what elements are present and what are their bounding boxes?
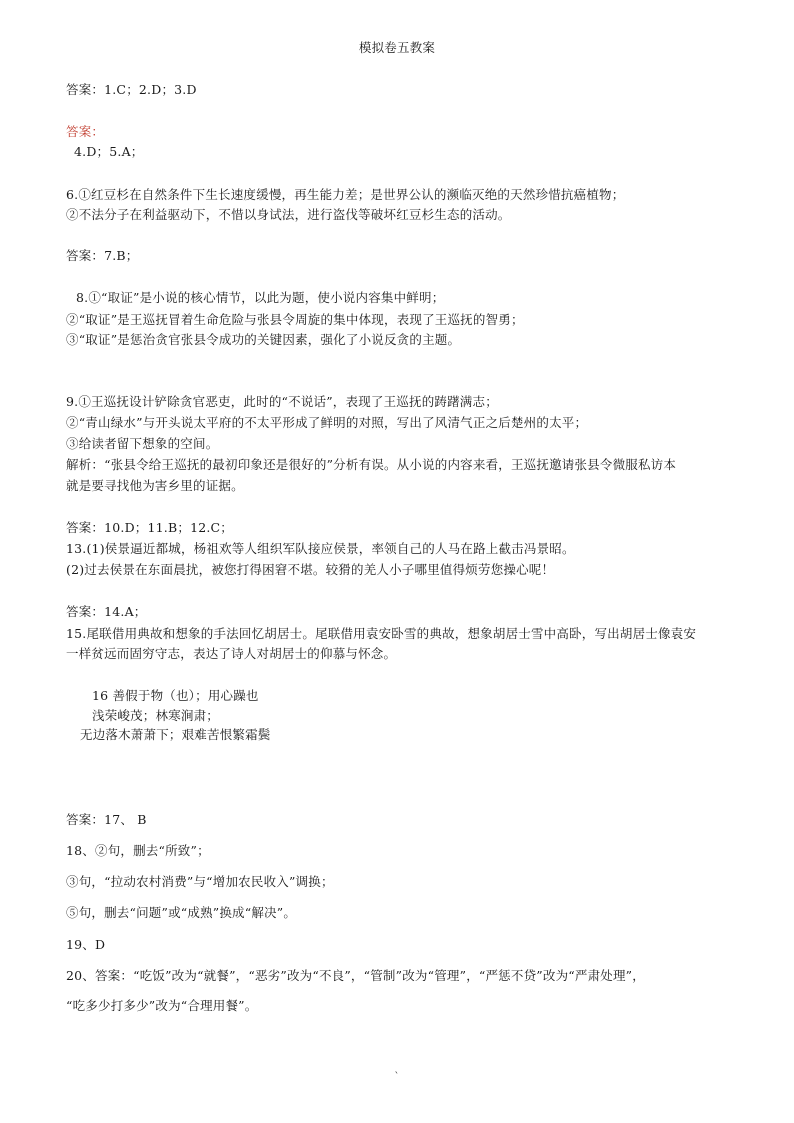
analysis-line2: 就是要寻找他为害乡里的证据。	[66, 478, 244, 493]
answer-17: 答案：17、 B	[66, 812, 147, 827]
answer-8-part2: ②“取证”是王巡抚冒着生命危险与张县令周旋的集中体现，表现了王巡抚的智勇；	[66, 312, 524, 327]
page-header: 模拟卷五教案	[358, 40, 436, 55]
answer-9-part2: ②“青山绿水”与开头说太平府的不太平形成了鲜明的对照，写出了风清气正之后楚州的太平；	[66, 415, 588, 430]
analysis-line1: 解析：“张县令给王巡抚的最初印象还是很好的”分析有误。从小说的内容来看，王巡抚邀请张县令微服私访本	[66, 457, 677, 472]
answer-9-part1: 9.①王巡抚设计铲除贪官恶吏，此时的“不说话”，表现了王巡抚的踌躇满志；	[66, 394, 498, 409]
answer-9-part3: ③给读者留下想象的空间。	[66, 436, 219, 451]
answer-7: 答案：7.B；	[66, 248, 139, 263]
answer-6-part1: 6.①红豆杉在自然条件下生长速度缓慢，再生能力差；是世界公认的濒临灭绝的天然珍惜抗癌植物；	[66, 187, 625, 202]
answer-label: 答案：	[66, 124, 105, 139]
answer-13-part1: 13.(1)侯景逼近都城，杨祖欢等人组织军队接应侯景，率领自己的人马在路上截击冯景昭。	[66, 541, 575, 556]
answer-8-part3: ③“取证”是惩治贪官张县令成功的关键因素，强化了小说反贪的主题。	[66, 332, 461, 347]
answer-4-5: 4.D；5.A；	[74, 144, 144, 159]
answer-14: 答案：14.A；	[66, 604, 147, 619]
answer-10-12: 答案：10.D；11.B；12.C；	[66, 520, 234, 535]
answer-18-line3: ⑤句，删去“问题”或“成熟”换成“解决”。	[66, 905, 297, 920]
answer-8-part1: 8.①“取证”是小说的核心情节，以此为题，使小说内容集中鲜明；	[76, 290, 445, 305]
answer-15-line2: 一样贫远而固穷守志，表达了诗人对胡居士的仰慕与怀念。	[66, 646, 397, 661]
answer-6-part2: ②不法分子在利益驱动下，不惜以身试法，进行盗伐等破坏红豆杉生态的活动。	[66, 207, 511, 222]
answer-16-line2: 浅荣峻茂；林寒涧肃；	[92, 708, 220, 723]
page-footer-mark: `	[394, 1072, 400, 1083]
answer-18-line1: 18、②句，删去“所致”；	[66, 843, 210, 858]
answer-15-line1: 15.尾联借用典故和想象的手法回忆胡居士。尾联借用袁安卧雪的典故，想象胡居士雪中高卧，写出胡居士像袁安	[66, 626, 697, 641]
answer-20-line2: “吃多少打多少”改为“合理用餐”。	[66, 998, 258, 1013]
answer-18-line2: ③句，“拉动农村消费”与“增加农民收入”调换；	[66, 874, 334, 889]
answer-16-line3: 无边落木萧萧下；艰难苦恨繁霜鬓	[80, 727, 271, 742]
answer-13-part2: (2)过去侯景在东面晨扰，被您打得困窘不堪。较猾的羌人小子哪里值得烦劳您操心呢！	[66, 562, 555, 577]
answer-20-line1: 20、答案：“吃饭”改为“就餐”，“恶劣”改为“不良”，“管制”改为“管理”，“严惩不贷”改为“严肃处理”，	[66, 968, 645, 983]
answer-16-line1: 16 善假于物（也）；用心躁也	[92, 688, 259, 703]
answer-1-3: 答案：1.C；2.D；3.D	[66, 82, 197, 97]
answer-19: 19、D	[66, 937, 106, 952]
